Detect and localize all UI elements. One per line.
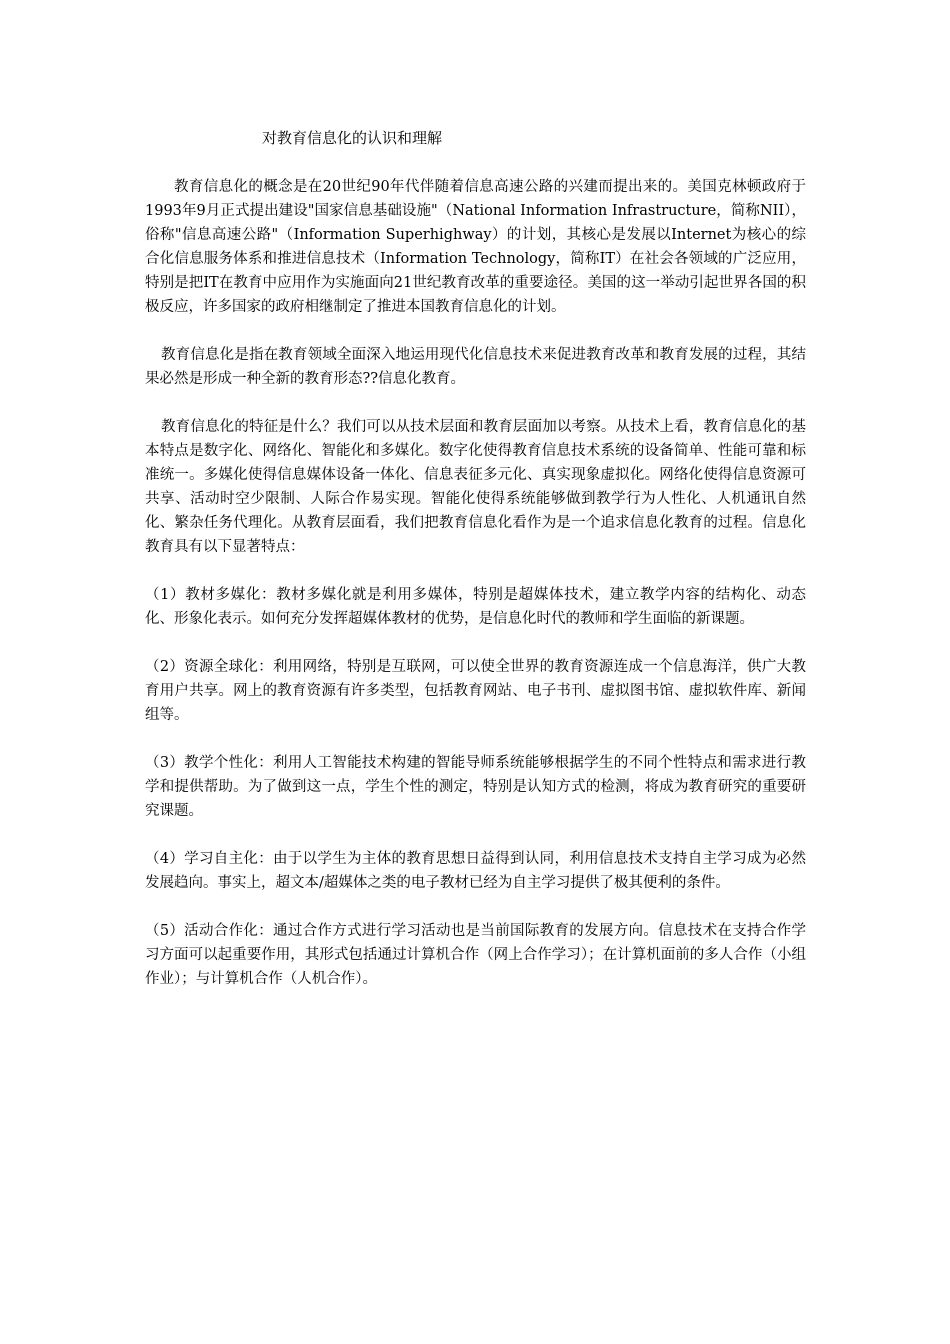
paragraph-origin: 教育信息化的概念是在20世纪90年代伴随着信息高速公路的兴建而提出来的。美国克林顿政府于1993年9月正式提出建设"国家信息基础设施"（National Information Infrastructure，简称NII），俗称"信息高速公路"（Information Superhighway）的计划，其核心是发展以Internet为核心的综合化信息服务体系和推进信息技术（Information Technology，简称IT）在社会各领域的广泛应用，特别是把IT在教育中应用作为实施面向21世纪教育改革的重要途径。美国的这一举动引起世界各国的积极反应，许多国家的政府相继制定了推进本国教育信息化的计划。 (145, 179, 806, 315)
list-item-feature-2: （2）资源全球化：利用网络，特别是互联网，可以使全世界的教育资源连成一个信息海洋，供广大教育用户共享。网上的教育资源有许多类型，包括教育网站、电子书刊、虚拟图书馆、虚拟软件库、新闻组等。 (145, 659, 806, 723)
list-item-feature-5: （5）活动合作化：通过合作方式进行学习活动也是当前国际教育的发展方向。信息技术在支持合作学习方面可以起重要作用，其形式包括通过计算机合作（网上合作学习）；在计算机面前的多人合作（小组作业）；与计算机合作（人机合作）。 (145, 923, 806, 987)
paragraph-features: 教育信息化的特征是什么？我们可以从技术层面和教育层面加以考察。从技术上看，教育信息化的基本特点是数字化、网络化、智能化和多媒化。数字化使得教育信息技术系统的设备简单、性能可靠和标准统一。多媒化使得信息媒体设备一体化、信息表征多元化、真实现象虚拟化。网络化使得信息资源可共享、活动时空少限制、人际合作易实现。智能化使得系统能够做到教学行为人性化、人机通讯自然化、繁杂任务代理化。从教育层面看，我们把教育信息化看作为是一个追求信息化教育的过程。信息化教育具有以下显著特点： (145, 419, 806, 555)
document-body (145, 175, 806, 1015)
list-item-feature-4: （4）学习自主化：由于以学生为主体的教育思想日益得到认同，利用信息技术支持自主学习成为必然发展趋向。事实上，超文本/超媒体之类的电子教材已经为自主学习提供了极其便利的条件。 (145, 851, 806, 891)
list-item-feature-1: （1）教材多媒化：教材多媒化就是利用多媒体，特别是超媒体技术，建立教学内容的结构化、动态化、形象化表示。如何充分发挥超媒体教材的优势，是信息化时代的教师和学生面临的新课题。 (145, 587, 806, 627)
list-item-feature-3: （3）教学个性化：利用人工智能技术构建的智能导师系统能够根据学生的不同个性特点和需求进行教学和提供帮助。为了做到这一点，学生个性的测定，特别是认知方式的检测，将成为教育研究的重要研究课题。 (145, 755, 806, 819)
document-title: 对教育信息化的认识和理解 (262, 129, 443, 147)
paragraph-definition: 教育信息化是指在教育领域全面深入地运用现代化信息技术来促进教育改革和教育发展的过程，其结果必然是形成一种全新的教育形态??信息化教育。 (145, 347, 806, 387)
